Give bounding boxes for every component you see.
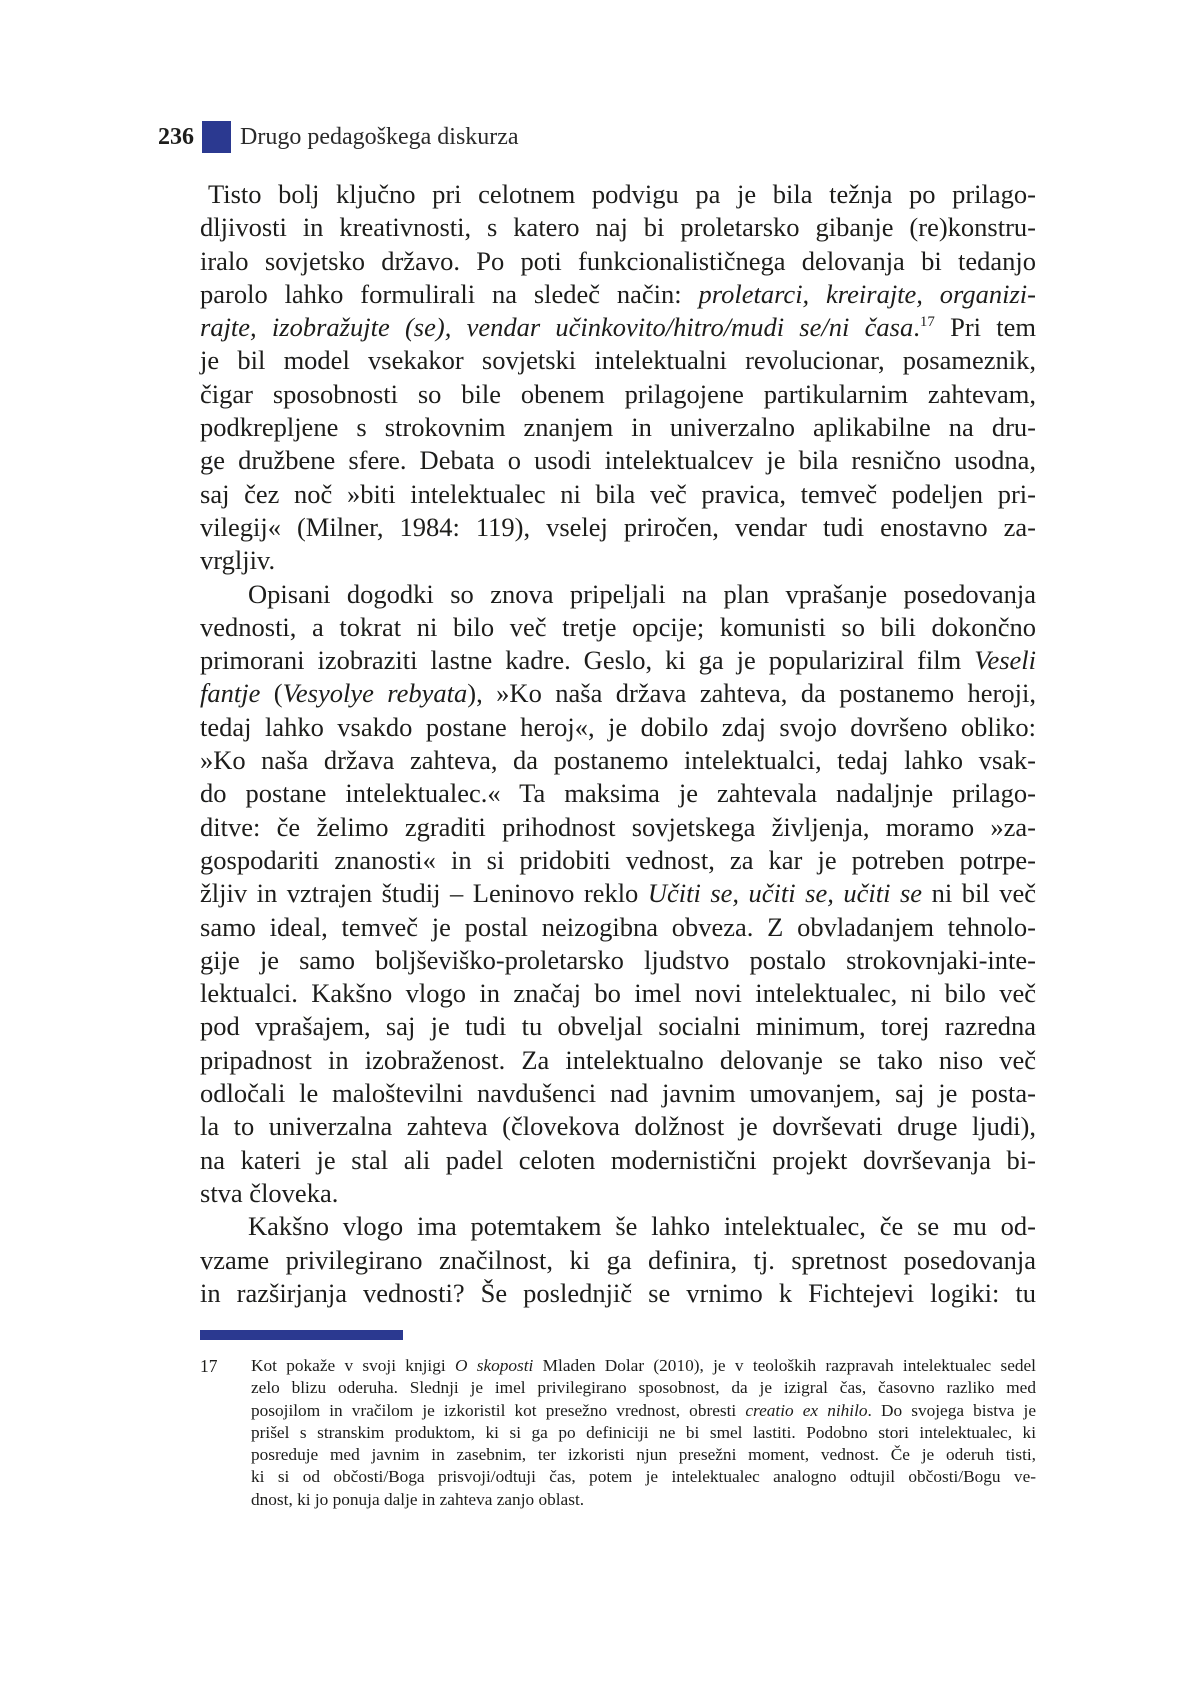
text-line [200, 977, 1036, 1010]
footnote-line [251, 1444, 1036, 1466]
footnote-reference: 17 [919, 314, 935, 331]
text-line [200, 877, 1036, 910]
text-run: Opisani dogodki so znova pripeljali na plan vprašanje posedovanja [248, 578, 1036, 609]
text-line [200, 1277, 1036, 1310]
text-run: gospodariti znanosti« in si pridobiti vednost, za kar je potreben potrpe- [200, 844, 1036, 875]
footnote-line [251, 1489, 1036, 1511]
text-run: vilegij« (Milner, 1984: 119), vselej priročen, vendar tudi enostavno za- [200, 511, 1036, 542]
text-line [200, 911, 1036, 944]
text-line [200, 1177, 1036, 1210]
text-run: na kateri je stal ali padel celoten modernistični projekt dovrševanja bi- [200, 1144, 1036, 1175]
text-run: la to univerzalna zahteva (človekova dolžnost je dovrševati druge ljudi), [200, 1111, 1036, 1142]
italic-text: Učiti se, učiti se, učiti se [647, 878, 923, 909]
text-run: primorani izobraziti lastne kadre. Geslo, ki ga je populariziral film [200, 645, 975, 676]
italic-text: Vesyolye rebyata [282, 678, 468, 709]
text-run: dnost, ki jo ponuja dalje in zahteva zanjo oblast. [251, 1489, 585, 1509]
text-run: »Ko naša država zahteva, da postanemo intelektualci, tedaj lahko vsak- [200, 745, 1036, 776]
footnote-line [251, 1422, 1036, 1444]
text-run: dljivosti in kreativnosti, s katero naj bi proletarsko gibanje (re)konstru- [200, 212, 1036, 243]
text-line [200, 944, 1036, 977]
chapter-marker-square [202, 121, 231, 153]
footnote-line [251, 1400, 1036, 1422]
text-line [200, 677, 1036, 710]
text-line [200, 211, 1036, 244]
main-text [200, 178, 1036, 1310]
page-number: 236 [158, 123, 194, 150]
text-run: Mladen Dolar (2010), je v teoloških razpravah intelektualec sedel [533, 1356, 1036, 1375]
text-run: lektualci. Kakšno vlogo in značaj bo imel novi intelektualec, ni bilo več [200, 978, 1036, 1009]
text-run: ditve: če želimo zgraditi prihodnost sovjetskega življenja, moramo »za- [200, 811, 1036, 842]
text-run: in razširjanja vednosti? Še poslednjič se vrnimo k Fichtejevi logiki: tu [200, 1277, 1036, 1308]
text-run: vrgljiv. [200, 545, 276, 576]
text-run: ni bil več [922, 878, 1036, 909]
text-run: Kot pokaže v svoji knjigi [251, 1356, 455, 1375]
text-run: je bil model vsekakor sovjetski intelektualni revolucionar, posameznik, [200, 345, 1036, 376]
text-run: zelo blizu oderuha. Slednji je imel privilegirano sposobnost, da je izigral čas, časovno razliko med [251, 1378, 1036, 1398]
text-line [200, 178, 1036, 211]
text-run: odločali le maloštevilni navdušenci nad javnim umovanjem, saj je posta- [200, 1078, 1036, 1109]
text-line [200, 411, 1036, 444]
footnote-line [251, 1377, 1036, 1399]
text-line [200, 1244, 1036, 1277]
text-run: posojilom in vračilom je izkoristil kot presežno vrednost, obresti [251, 1400, 746, 1420]
text-run: . Do svojega bistva je [867, 1400, 1036, 1420]
text-line [200, 811, 1036, 844]
footnote-number: 17 [200, 1356, 218, 1376]
text-line [200, 1010, 1036, 1043]
text-line [200, 777, 1036, 810]
text-line [200, 844, 1036, 877]
text-line [200, 611, 1036, 644]
text-line [200, 444, 1036, 477]
text-run: vzame privilegirano značilnost, ki ga definira, tj. spretnost posedovanja [200, 1244, 1036, 1275]
text-run: . [913, 312, 920, 343]
footnote-text [251, 1355, 1036, 1511]
text-line [200, 711, 1036, 744]
text-line [200, 1110, 1036, 1143]
text-run: vednosti, a tokrat ni bilo več tretje opcije; komunisti so bili dokončno [200, 611, 1036, 642]
text-run: podkrepljene s strokovnim znanjem in univerzalno aplikabilne na dru- [200, 412, 1036, 443]
footnote-separator [200, 1330, 403, 1340]
text-line [200, 1077, 1036, 1110]
text-run: pod vprašajem, saj je tudi tu obveljal socialni minimum, torej razredna [200, 1011, 1036, 1042]
running-title: Drugo pedagoškega diskurza [240, 123, 519, 150]
text-run: Tisto bolj ključno pri celotnem podvigu pa je bila težnja po prilago- [208, 179, 1036, 209]
text-line [200, 311, 1036, 344]
text-run: posreduje med javnim in zasebnim, ter izkoristi njun presežni moment, vednost. Če je oderuh tisti, [251, 1445, 1036, 1465]
text-run: pripadnost in izobraženost. Za intelektualno delovanje se tako niso več [200, 1044, 1036, 1075]
text-run: ge družbene sfere. Debata o usodi intelektualcev je bila resnično usodna, [200, 445, 1036, 476]
text-run: ( [260, 678, 283, 709]
italic-text: fantje [200, 678, 261, 709]
footnote-line [251, 1355, 1036, 1377]
text-line [200, 1210, 1036, 1243]
text-line [200, 544, 1036, 577]
text-run: ), »Ko naša država zahteva, da postanemo heroji, [467, 678, 1036, 709]
text-line [200, 1144, 1036, 1177]
text-run: do postane intelektualec.« Ta maksima je zahtevala nadaljnje prilago- [200, 778, 1036, 809]
text-line [200, 344, 1036, 377]
text-run: gije je samo boljševiško-proletarsko ljudstvo postalo strokovnjaki-inte- [200, 944, 1036, 975]
paragraph [200, 1210, 1036, 1310]
text-run: Kakšno vlogo ima potemtakem še lahko intelektualec, če se mu od- [248, 1211, 1036, 1242]
footnote-line [251, 1466, 1036, 1488]
paragraph [200, 578, 1036, 1211]
italic-text: O skoposti [454, 1356, 534, 1375]
text-run: ki si od občosti/Boga prisvoji/odtuji čas, potem je intelektualec analogno odtujil občosti/Bogu ve- [251, 1467, 1036, 1487]
text-line [200, 1044, 1036, 1077]
text-run: iralo sovjetsko državo. Po poti funkcionalističnega delovanja bi tedanjo [200, 245, 1036, 276]
text-line [200, 478, 1036, 511]
text-run: čigar sposobnosti so bile obenem prilagojene partikularnim zahtevam, [200, 378, 1036, 409]
text-run: stva človeka. [200, 1177, 339, 1208]
text-line [200, 511, 1036, 544]
running-header [158, 120, 519, 154]
text-line [200, 378, 1036, 411]
italic-text: creatio ex nihilo [745, 1400, 868, 1420]
text-run: parolo lahko formulirali na sledeč način: [200, 278, 699, 309]
text-line [200, 744, 1036, 777]
paragraph [200, 178, 1036, 578]
text-line [200, 578, 1036, 611]
text-line [200, 644, 1036, 677]
text-run: Pri tem [934, 312, 1036, 343]
text-run: žljiv in vztrajen študij – Leninovo reklo [200, 878, 648, 909]
text-line [200, 278, 1036, 311]
text-run: prišel s stranskim produktom, ki si ga po definiciji ne bi smel lastiti. Podobno stori intelektualec, ki [251, 1422, 1036, 1442]
text-run: samo ideal, temveč je postal neizogibna obveza. Z obvladanjem tehnolo- [200, 911, 1036, 942]
italic-text: Veseli [974, 645, 1036, 676]
italic-text: rajte, izobražujte (se), vendar učinkovito/hitro/mudi se/ni časa [200, 312, 914, 343]
text-line [200, 245, 1036, 278]
text-run: tedaj lahko vsakdo postane heroj«, je dobilo zdaj svojo dovršeno obliko: [200, 711, 1036, 742]
text-run: saj čez noč »biti intelektualec ni bila več pravica, temveč podeljen pri- [200, 478, 1036, 509]
italic-text: proletarci, kreirajte, organizi- [698, 278, 1036, 309]
